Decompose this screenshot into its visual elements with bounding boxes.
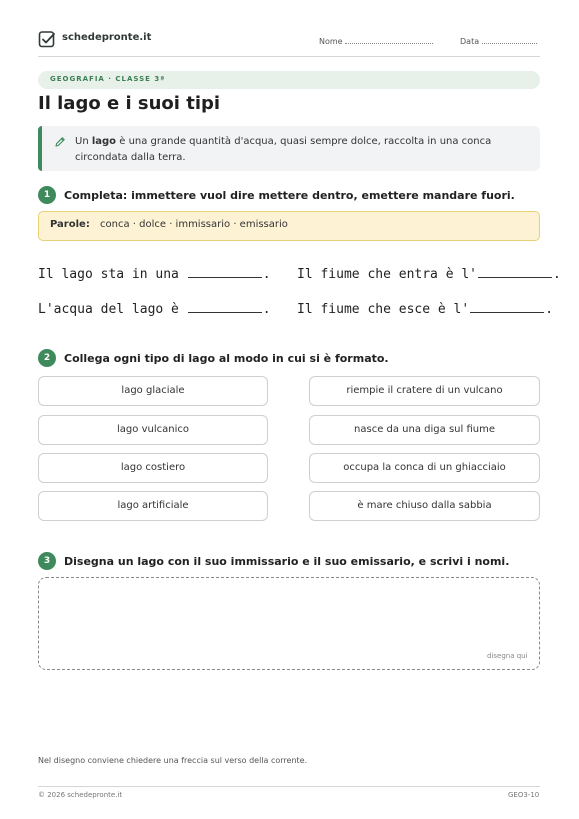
sentence-1-text: Il lago sta in una: [38, 267, 179, 282]
sentence-2-text: Il fiume che entra è l': [297, 267, 478, 282]
section-2-title: Collega ogni tipo di lago al modo in cui si è formato.: [64, 352, 389, 365]
lake-type-glacial[interactable]: lago glaciale: [38, 376, 268, 406]
section-1-title: Completa: immettere vuol dire mettere dentro, emettere mandare fuori.: [64, 189, 515, 202]
word-bank-words: conca · dolce · immissario · emissario: [100, 219, 288, 230]
sentence-3-blank[interactable]: [188, 300, 262, 313]
formation-sand[interactable]: è mare chiuso dalla sabbia: [309, 491, 540, 521]
name-line: [345, 35, 433, 44]
lake-type-volcanic[interactable]: lago vulcanico: [38, 415, 268, 445]
definition-accent-bar: [38, 126, 42, 171]
date-label: Data: [460, 37, 480, 46]
sentence-4-text: Il fiume che esce è l': [297, 302, 470, 317]
section-1-number: 1: [38, 186, 56, 204]
definition-text: [75, 134, 515, 166]
sentence-3-end: .: [262, 302, 271, 317]
sentence-1: [38, 265, 271, 282]
subject-label: GEOGRAFIA · CLASSE 3ª: [50, 75, 166, 83]
footer-copyright: © 2026 schedepronte.it: [38, 791, 123, 799]
sentence-3-text: L'acqua del lago è: [38, 302, 179, 317]
formation-dam[interactable]: nasce da una diga sul fiume: [309, 415, 540, 445]
drawing-hint: disegna qui: [487, 652, 528, 660]
footer-divider: [38, 786, 540, 787]
section-3-number: 3: [38, 552, 56, 570]
checklist-logo-icon: [38, 30, 56, 48]
lake-type-coastal[interactable]: lago costiero: [38, 453, 268, 483]
sentence-2-blank[interactable]: [478, 265, 552, 278]
definition-before: Un: [75, 136, 92, 147]
page-title: Il lago e i suoi tipi: [38, 93, 221, 114]
sentence-1-end: .: [262, 267, 271, 282]
sentence-4: [297, 300, 553, 317]
name-label: Nome: [319, 37, 343, 46]
date-field[interactable]: [460, 35, 537, 46]
sentence-3: [38, 300, 271, 317]
section-3-title: Disegna un lago con il suo immissario e il suo emissario, e scrivi i nomi.: [64, 555, 510, 568]
word-bank-label: Parole:: [50, 219, 90, 230]
lake-type-artificial[interactable]: lago artificiale: [38, 491, 268, 521]
teacher-note: Nel disegno conviene chiedere una freccia sul verso della corrente.: [38, 756, 308, 765]
date-line: [482, 35, 537, 44]
sentence-1-blank[interactable]: [188, 265, 262, 278]
header-divider: [38, 56, 540, 57]
sentence-2-end: .: [553, 267, 561, 282]
sentence-2: [297, 265, 561, 282]
definition-after: è una grande quantità d'acqua, quasi sempre dolce, raccolta in una conca circondata dalla terra.: [75, 136, 492, 163]
definition-keyword: lago: [91, 136, 117, 147]
brand-name: schedepronte.it: [62, 32, 152, 43]
sentence-4-end: .: [545, 302, 554, 317]
name-field[interactable]: [319, 35, 433, 46]
sentence-4-blank[interactable]: [470, 300, 544, 313]
pencil-icon: [54, 136, 66, 148]
drawing-area[interactable]: [38, 577, 540, 670]
footer-code: GEO3-10: [508, 791, 540, 799]
formation-glacier[interactable]: occupa la conca di un ghiacciaio: [309, 453, 540, 483]
formation-crater[interactable]: riempie il cratere di un vulcano: [309, 376, 540, 406]
section-2-number: 2: [38, 349, 56, 367]
